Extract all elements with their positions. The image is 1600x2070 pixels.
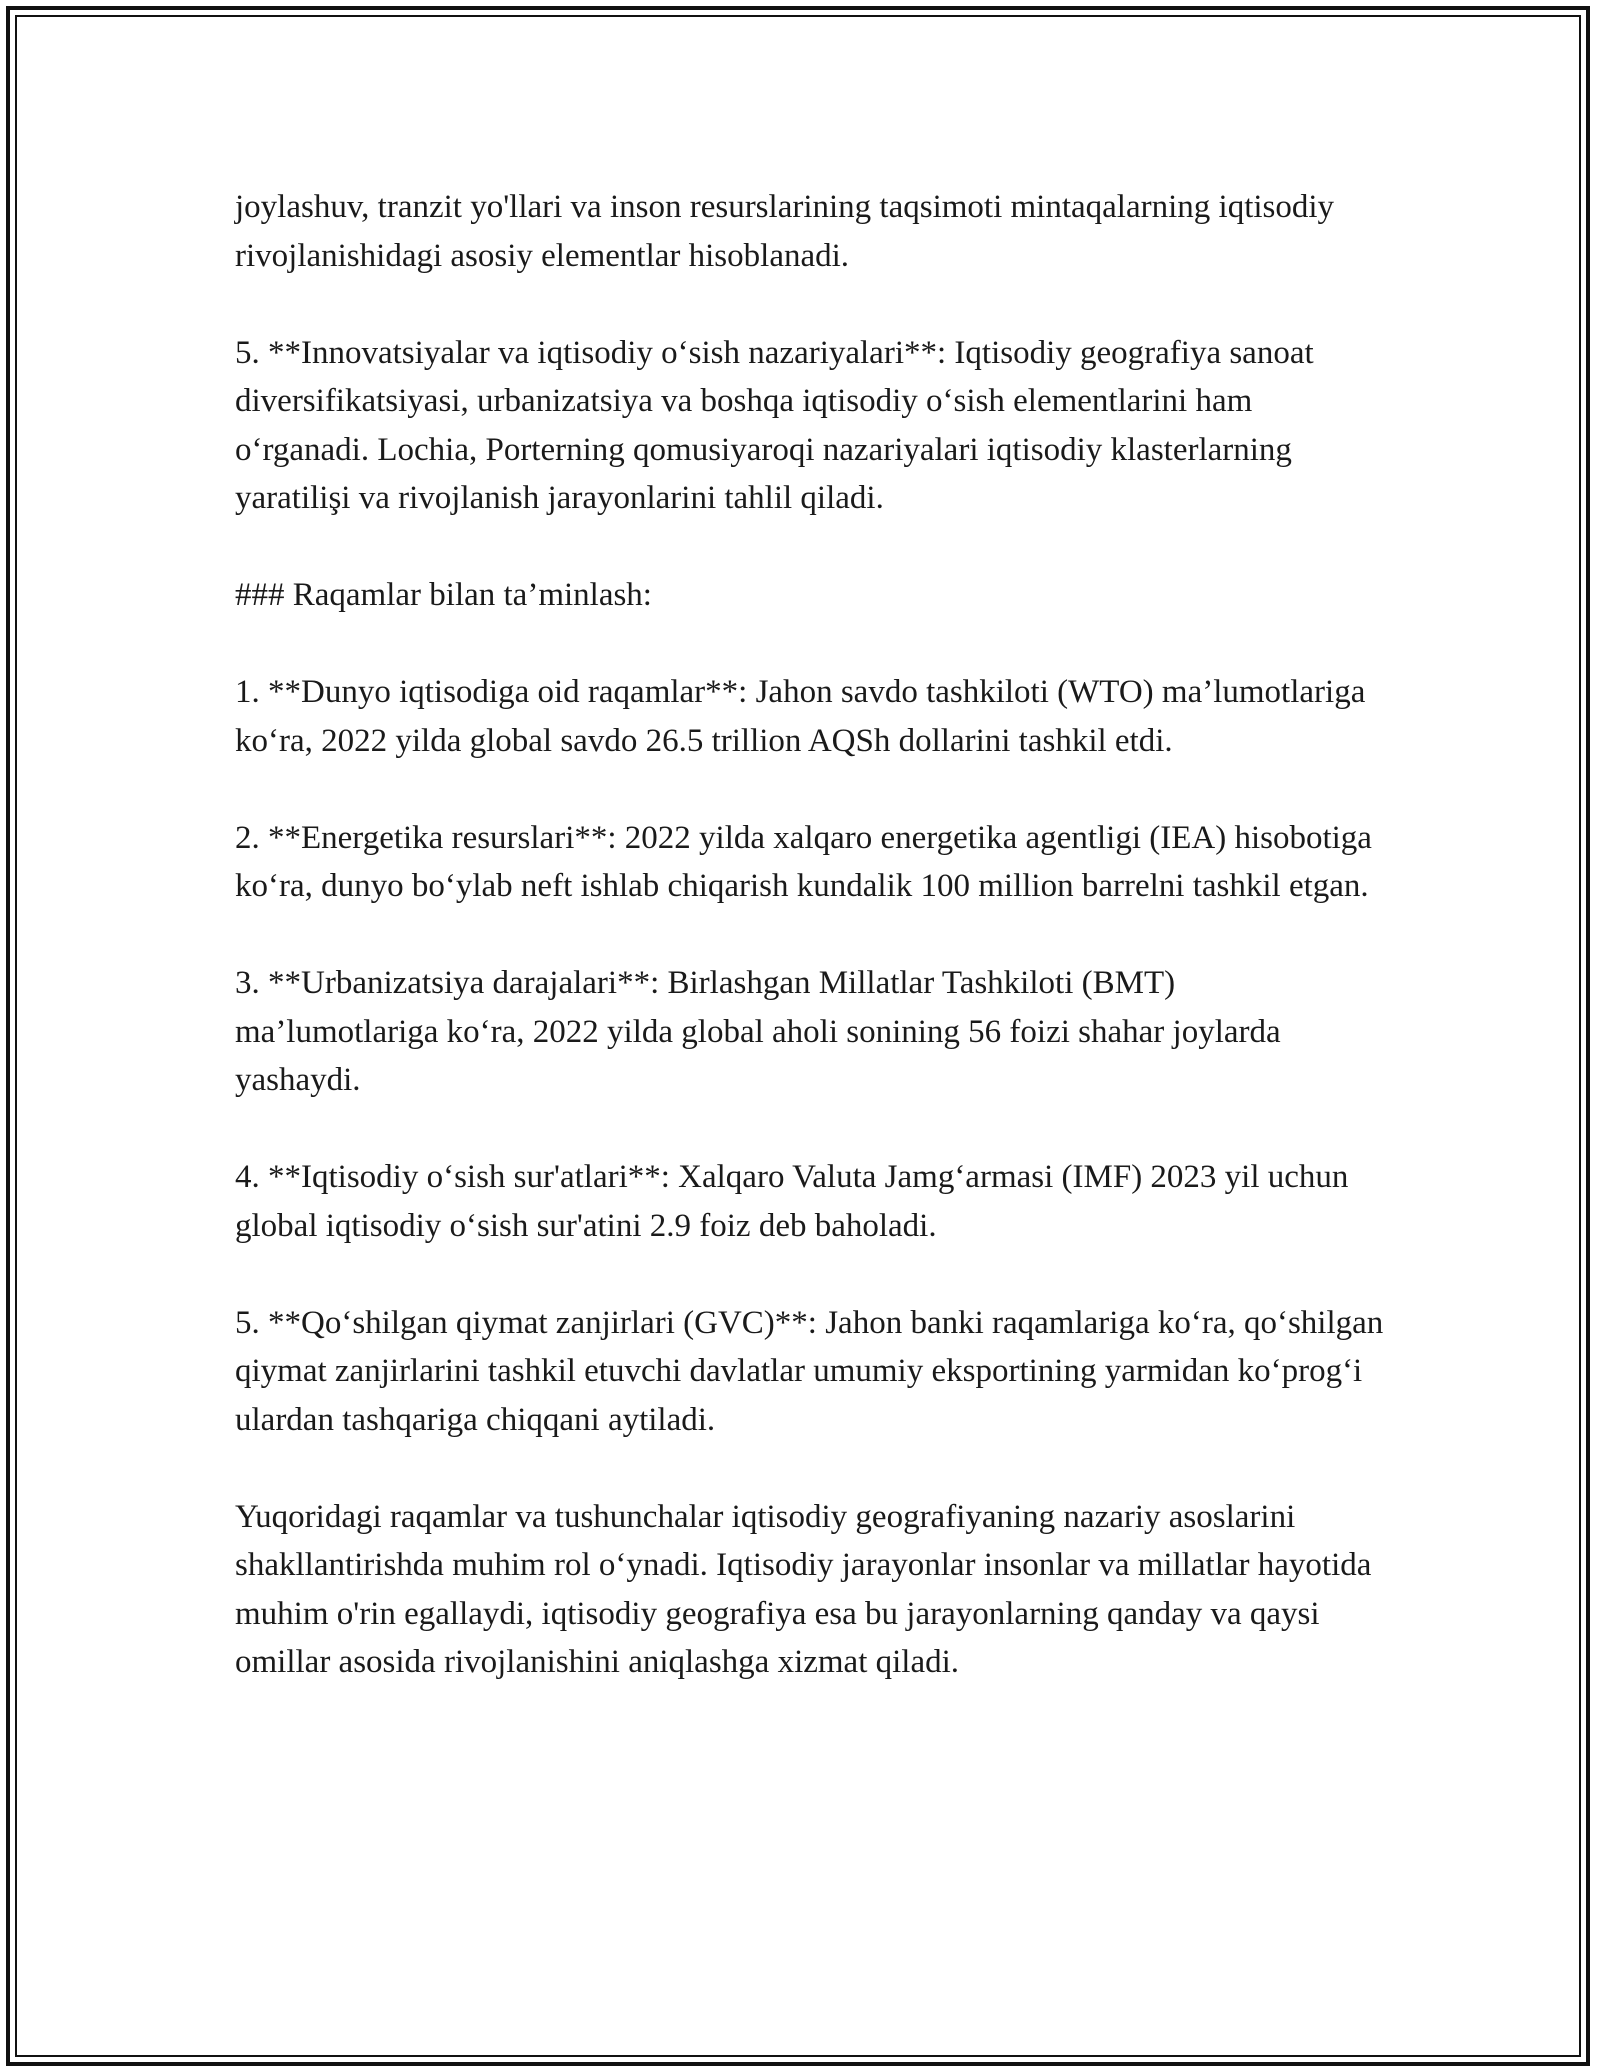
list-item-urbanization: 3. **Urbanizatsiya darajalari**: Birlashgan Millatlar Tashkiloti (BMT) ma’lumotlariga ko‘ra, 2022 yilda global aholi sonining 56 foizi shahar joylarda yashaydi.: [235, 965, 1281, 1098]
paragraph-conclusion: Yuqoridagi raqamlar va tushunchalar iqtisodiy geografiyaning nazariy asoslarini shakllantirishda muhim rol o‘ynadi. Iqtisodiy jarayonlar insonlar va millatlar hayotida muhim o'rin egallaydi, iqtisodiy geografiya esa bu jarayonlarning qanday va qaysi omillar asosida rivojlanishini aniqlashga xizmat qiladi.: [235, 1498, 1372, 1680]
paragraph-continuation: joylashuv, tranzit yo'llari va inson resurslarining taqsimoti mintaqalarning iqtisodiy rivojlanishidagi asosiy elementlar hisoblanadi.: [235, 189, 1335, 274]
document-body: [235, 183, 1385, 1687]
list-item-world-economy: 1. **Dunyo iqtisodiga oid raqamlar**: Jahon savdo tashkiloti (WTO) ma’lumotlariga ko‘ra, 2022 yilda global savdo 26.5 trillion AQSh dollarini tashkil etdi.: [235, 674, 1366, 759]
list-item-growth-rates: 4. **Iqtisodiy o‘sish sur'atlari**: Xalqaro Valuta Jamg‘armasi (IMF) 2023 yil uchun global iqtisodiy o‘sish sur'atini 2.9 foiz deb baholadi.: [235, 1159, 1349, 1244]
list-item-energy-resources: 2. **Energetika resurslari**: 2022 yilda xalqaro energetika agentligi (IEA) hisobotiga ko‘ra, dunyo bo‘ylab neft ishlab chiqarish kundalik 100 million barrelni tashkil etgan.: [235, 819, 1372, 904]
list-item-value-chains: 5. **Qo‘shilgan qiymat zanjirlari (GVC)**: Jahon banki raqamlariga ko‘ra, qo‘shilgan qiymat zanjirlarini tashkil etuvchi davlatlar umumiy eksportining yarmidan ko‘prog‘i ulardan tashqariga chiqqani aytiladi.: [235, 1304, 1384, 1438]
paragraph-innovation-theories: 5. **Innovatsiyalar va iqtisodiy o‘sish nazariyalari**: Iqtisodiy geografiya sanoat diversifikatsiyasi, urbanizatsiya va boshqa iqtisodiy o‘sish elementlarini ham o‘rganadi. Lochia, Porterning qomusiyaroqi nazariyalari iqtisodiy klasterlarning yaratilişi va rivojlanish jarayonlarini tahlil qiladi.: [235, 334, 1314, 516]
section-heading-figures: ### Raqamlar bilan ta’minlash:: [235, 577, 652, 613]
